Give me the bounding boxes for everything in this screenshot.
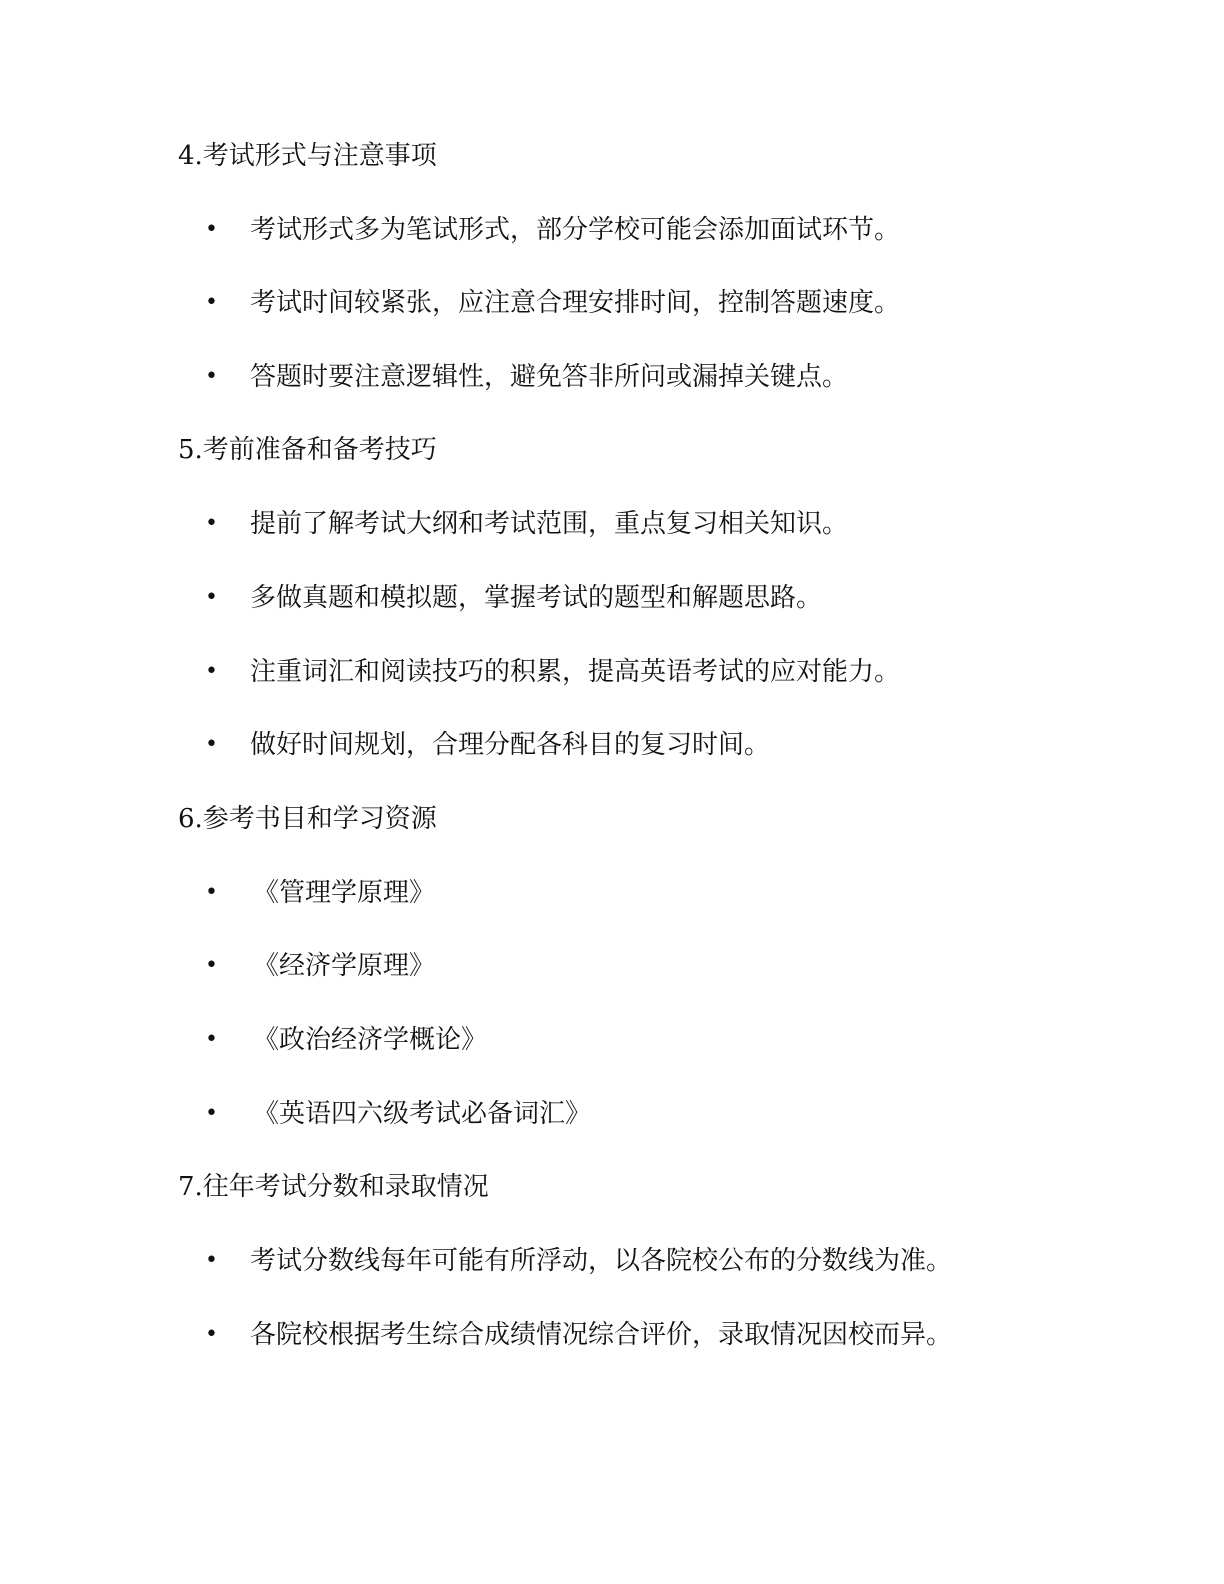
bullet-icon: • [205,585,218,610]
list-item-text: 注重词汇和阅读技巧的积累，提高英语考试的应对能力。 [250,657,901,687]
section-heading: 5.考前准备和备考技巧 [178,435,437,465]
bullet-icon: • [205,1027,218,1052]
book-title: 《政治经济学概论》 [253,1025,488,1055]
book-title: 《经济学原理》 [253,951,436,981]
bullet-icon: • [205,1322,218,1347]
bullet-icon: • [205,953,218,978]
list-item-text: 做好时间规划，合理分配各科目的复习时间。 [250,730,771,760]
bullet-icon: • [205,732,218,757]
bullet-icon: • [205,290,218,315]
bullet-icon: • [205,1248,218,1273]
bullet-icon: • [205,364,218,389]
bullet-icon: • [205,880,218,905]
book-title: 《管理学原理》 [253,878,436,908]
section-heading: 4.考试形式与注意事项 [178,141,437,171]
section-heading: 7.往年考试分数和录取情况 [178,1172,489,1202]
list-item-text: 考试分数线每年可能有所浮动，以各院校公布的分数线为准。 [250,1246,953,1276]
list-item-text: 多做真题和模拟题，掌握考试的题型和解题思路。 [250,583,823,613]
list-item-text: 考试形式多为笔试形式，部分学校可能会添加面试环节。 [250,215,901,245]
list-item-text: 各院校根据考生综合成绩情况综合评价，录取情况因校而异。 [250,1320,953,1350]
book-title: 《英语四六级考试必备词汇》 [253,1099,592,1129]
bullet-icon: • [205,659,218,684]
list-item-text: 考试时间较紧张，应注意合理安排时间，控制答题速度。 [250,288,901,318]
section-heading: 6.参考书目和学习资源 [178,804,437,834]
bullet-icon: • [205,1101,218,1126]
list-item-text: 答题时要注意逻辑性，避免答非所问或漏掉关键点。 [250,362,849,392]
bullet-icon: • [205,511,218,536]
bullet-icon: • [205,217,218,242]
list-item-text: 提前了解考试大纲和考试范围，重点复习相关知识。 [250,509,849,539]
